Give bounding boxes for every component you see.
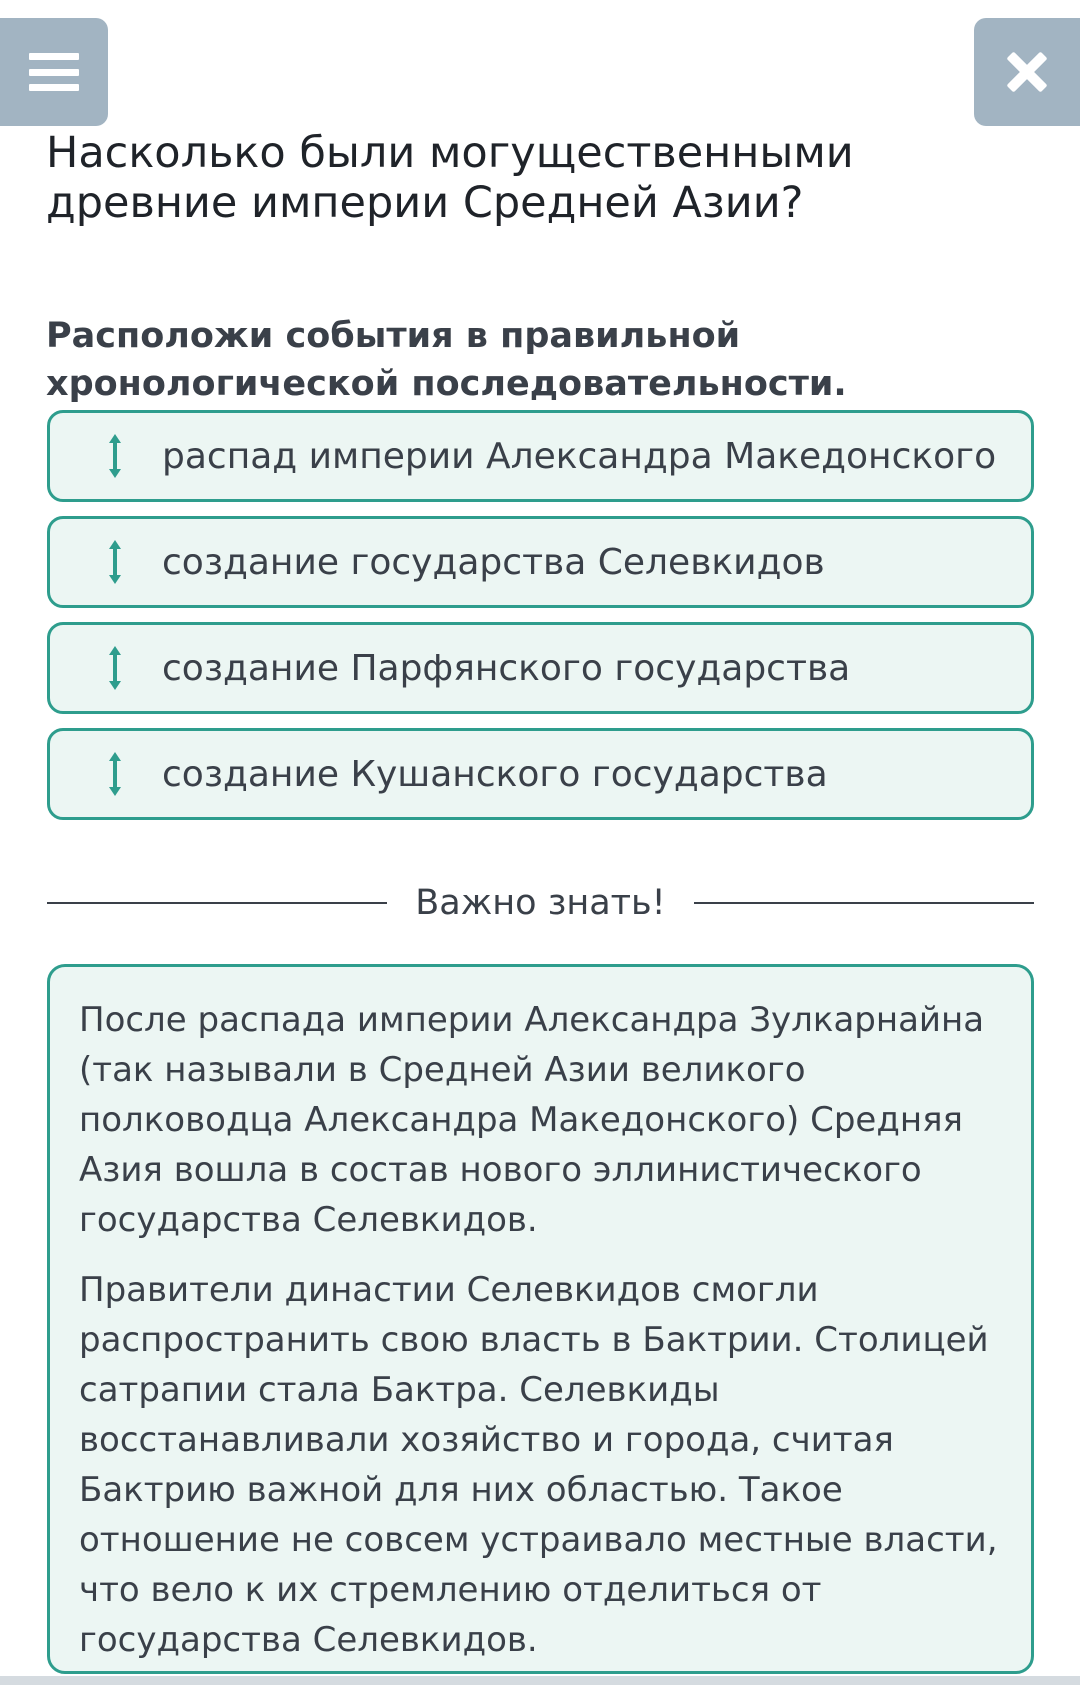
- sortable-item-label: создание Кушанского государства: [162, 753, 828, 795]
- page-title: Насколько были могущественными древние империи Средней Азии?: [46, 128, 854, 228]
- drag-vertical-icon[interactable]: [102, 433, 128, 479]
- sortable-item-label: распад империи Александра Македонского: [162, 435, 997, 477]
- menu-button[interactable]: [0, 18, 108, 126]
- sortable-item[interactable]: [47, 516, 1034, 608]
- drag-vertical-icon[interactable]: [102, 539, 128, 585]
- sortable-item[interactable]: [47, 622, 1034, 714]
- divider-line: [47, 902, 387, 904]
- sortable-item[interactable]: [47, 728, 1034, 820]
- info-panel: [47, 964, 1034, 1674]
- hamburger-icon: [29, 53, 79, 91]
- close-button[interactable]: [974, 18, 1080, 126]
- divider-label: Важно знать!: [415, 883, 666, 923]
- sortable-list: [47, 410, 1034, 834]
- info-paragraph: После распада империи Александра Зулкарнайна (так называли в Средней Азии великого полководца Александра Македонского) Средняя Азия вошла в состав нового эллинистического государства Селевкидов.: [79, 1000, 985, 1240]
- task-instruction: Расположи события в правильной хронологической последовательности.: [46, 316, 847, 404]
- divider-line: [694, 902, 1034, 904]
- drag-vertical-icon[interactable]: [102, 751, 128, 797]
- close-icon: [1007, 52, 1047, 92]
- bottom-bar: [0, 1676, 1080, 1685]
- sortable-item[interactable]: [47, 410, 1034, 502]
- section-divider: [47, 878, 1034, 928]
- sortable-item-label: создание Парфянского государства: [162, 647, 851, 689]
- info-paragraph: Правители династии Селевкидов смогли распространить свою власть в Бактрии. Столицей сатрапии стала Бактра. Селевкиды восстанавливали хозяйство и города, считая Бактрию важной для них областью. Такое отношение не совсем устраивало местные власти, что вело к их стремлению отделиться от государства Селевкидов.: [79, 1270, 998, 1660]
- drag-vertical-icon[interactable]: [102, 645, 128, 691]
- sortable-item-label: создание государства Селевкидов: [162, 541, 825, 583]
